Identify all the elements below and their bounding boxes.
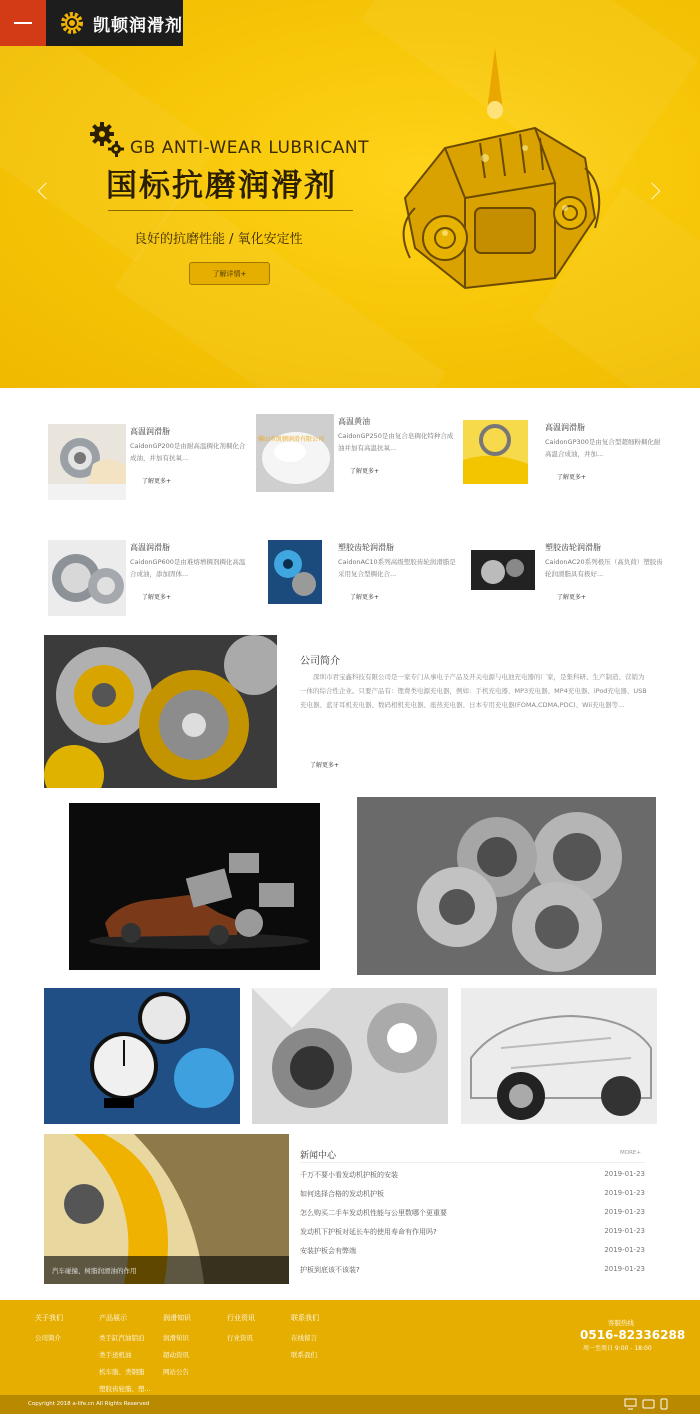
menu-icon <box>14 22 32 24</box>
footer-col-head[interactable]: 行业资讯 <box>227 1314 255 1322</box>
product-card[interactable] <box>256 540 456 630</box>
product-title[interactable]: 高温润滑脂 <box>545 423 585 432</box>
mobile-icon[interactable] <box>660 1398 668 1410</box>
menu-toggle-button[interactable] <box>0 0 46 46</box>
product-card[interactable] <box>48 424 248 514</box>
hero-title-cn: 国标抗磨润滑剂 <box>106 168 337 204</box>
hero-title-en: GB ANTI-WEAR LUBRICANT <box>130 138 369 158</box>
logo-text: 凯顿润滑剂 <box>93 15 183 36</box>
footer-link[interactable]: 公司简介 <box>35 1334 61 1342</box>
product-desc: CaidonAC20系列极压（高负荷）塑胶齿轮润滑脂具有极好... <box>545 558 663 578</box>
gear-logo-icon <box>58 9 86 37</box>
news-image[interactable] <box>44 1134 289 1284</box>
about-title: 公司简介 <box>300 656 340 667</box>
news-item[interactable] <box>300 1204 645 1223</box>
footer-col-head[interactable]: 关于我们 <box>35 1314 63 1322</box>
news-section-title: 新闻中心 <box>300 1151 337 1161</box>
footer-col-products <box>99 1313 151 1401</box>
product-desc: CaidonAC10系列高级塑胶齿轮润滑脂是采用复合型稠化合... <box>338 558 456 578</box>
about-image <box>44 635 277 788</box>
footer-link[interactable]: 类手送机油 <box>99 1351 132 1359</box>
hero-details-button[interactable]: 了解详情+ <box>189 262 270 285</box>
footer-link[interactable]: 联系我们 <box>291 1351 317 1359</box>
product-desc: CaidonGP300是由复合型超细粉稠化耐高温合成油，并加... <box>545 438 661 458</box>
footer-col-knowledge <box>163 1313 191 1384</box>
copyright-text: Copyright 2018 a-life.cn All Rights Reserved <box>28 1401 150 1407</box>
footer-link[interactable]: 网站公告 <box>163 1368 189 1376</box>
tablet-icon[interactable] <box>642 1398 655 1410</box>
footer-col-head[interactable]: 产品展示 <box>99 1314 127 1322</box>
copyright-bar <box>0 1395 700 1414</box>
footer-link[interactable]: 润滑知识 <box>163 1334 189 1342</box>
product-watermark: 佛山市凯顿润滑有限公司 <box>258 436 325 443</box>
product-more-link[interactable]: 了解更多+ <box>142 478 172 485</box>
product-card[interactable] <box>256 414 456 504</box>
product-more-link[interactable]: 了解更多+ <box>350 594 380 601</box>
hotline-label: 客服热线 <box>608 1319 634 1327</box>
gallery-image-alternator[interactable] <box>252 988 448 1124</box>
product-image[interactable] <box>268 540 322 604</box>
product-title[interactable]: 高温润滑脂 <box>130 427 170 436</box>
news-item-title[interactable]: 发动机下护板对延长车的使用寿命有作用吗? <box>300 1228 437 1236</box>
footer-link[interactable]: 在线留言 <box>291 1334 317 1342</box>
desktop-icon[interactable] <box>624 1398 637 1410</box>
hero-subtitle: 良好的抗磨性能 / 氧化安定性 <box>134 232 303 247</box>
news-item[interactable] <box>300 1185 645 1204</box>
footer-col-industry <box>227 1313 255 1350</box>
gallery-image-bearings[interactable] <box>357 797 656 975</box>
news-item[interactable] <box>300 1242 645 1261</box>
footer-link[interactable]: 塑胶齿轮脂、塑... <box>99 1385 151 1393</box>
product-desc: CaidonGP600是由难熔增稠剂稠化高温合成油，添加固体... <box>130 558 246 578</box>
news-image-caption: 汽车碰撞、树脂润滑油的作用 <box>44 1256 289 1284</box>
product-card[interactable] <box>463 540 663 630</box>
footer-link[interactable]: 机车脂、类钢脂 <box>99 1368 145 1376</box>
news-item-title[interactable]: 安装护板会有弊端 <box>300 1247 356 1255</box>
hero-banner <box>0 0 700 388</box>
news-item-title[interactable]: 怎么购买二手车发动机性能与公里数哪个更重要 <box>300 1209 447 1217</box>
news-item-title[interactable]: 如何选择合格的发动机护板 <box>300 1190 384 1198</box>
footer-link[interactable]: 类手缸汽油铝泊 <box>99 1334 145 1342</box>
news-item[interactable] <box>300 1261 645 1280</box>
gallery-image-transparent-car[interactable] <box>461 988 657 1124</box>
news-item-date: 2019-01-23 <box>604 1246 645 1254</box>
gallery-image-car[interactable] <box>69 803 320 970</box>
service-hours: 周一至周日 9:00 - 18:00 <box>583 1345 652 1352</box>
news-more-link[interactable]: MORE+ <box>620 1150 641 1156</box>
product-card[interactable] <box>48 540 248 630</box>
product-image[interactable] <box>463 420 528 484</box>
product-image[interactable] <box>48 424 126 500</box>
engine-illustration <box>385 48 610 303</box>
product-title[interactable]: 塑胶齿轮润滑脂 <box>338 543 394 552</box>
news-item-date: 2019-01-23 <box>604 1265 645 1273</box>
news-item-title[interactable]: 千万不要小看发动机护板的安装 <box>300 1171 398 1179</box>
news-item-date: 2019-01-23 <box>604 1170 645 1178</box>
footer-col-about <box>35 1313 63 1350</box>
product-image[interactable] <box>256 414 334 492</box>
product-more-link[interactable]: 了解更多+ <box>557 594 587 601</box>
product-more-link[interactable]: 了解更多+ <box>557 474 587 481</box>
news-item[interactable] <box>300 1223 645 1242</box>
footer-link[interactable]: 超动资讯 <box>163 1351 189 1359</box>
hero-divider <box>108 210 353 211</box>
news-item-date: 2019-01-23 <box>604 1189 645 1197</box>
footer-col-head[interactable]: 润滑知识 <box>163 1314 191 1322</box>
news-item-title[interactable]: 护板到底该不该装? <box>300 1266 360 1274</box>
news-item-date: 2019-01-23 <box>604 1208 645 1216</box>
gallery-image-gauges[interactable] <box>44 988 240 1124</box>
footer-link[interactable]: 行业资讯 <box>227 1334 253 1342</box>
product-image[interactable] <box>48 540 126 616</box>
product-desc: CaidonGP200是由耐高温稠化剂稠化合成油，并加有抗氧... <box>130 442 246 462</box>
slider-next-arrow[interactable] <box>644 183 661 200</box>
about-more-link[interactable]: 了解更多+ <box>310 762 340 769</box>
footer-col-head[interactable]: 联系我们 <box>291 1314 319 1322</box>
footer-col-contact <box>291 1313 319 1367</box>
news-divider <box>300 1162 645 1163</box>
product-title[interactable]: 塑胶齿轮润滑脂 <box>545 543 601 552</box>
news-item-date: 2019-01-23 <box>604 1227 645 1235</box>
product-image[interactable] <box>471 550 535 590</box>
news-item[interactable] <box>300 1166 645 1185</box>
product-desc: CaidonGP250是由复合皂稠化特种合成油并加有高温抗氧... <box>338 432 454 452</box>
product-title[interactable]: 高温润滑脂 <box>130 543 170 552</box>
product-more-link[interactable]: 了解更多+ <box>350 468 380 475</box>
gears-icon <box>90 122 126 158</box>
logo[interactable] <box>46 0 183 46</box>
hotline-number[interactable]: 0516-82336288 <box>580 1328 686 1342</box>
product-card[interactable] <box>463 420 663 510</box>
product-more-link[interactable]: 了解更多+ <box>142 594 172 601</box>
product-title[interactable]: 高温黄油 <box>338 417 370 426</box>
about-text: 深圳市君宝鑫科技有限公司是一家专门从事电子产品及开关电源与电池充电器的厂家，是集科研、生产制造、营销为一体的综合性企业。只要产品有：锂费类电源充电器，例如：手机充电器、MP3充电器、MP4充电器、iPod充电器、USB充电器、蓝牙耳机充电器、数码相机充电器、座热充电器、日本专用充电器(FOMA,CDMA,PDC)、Wii充电器等... <box>300 673 647 709</box>
